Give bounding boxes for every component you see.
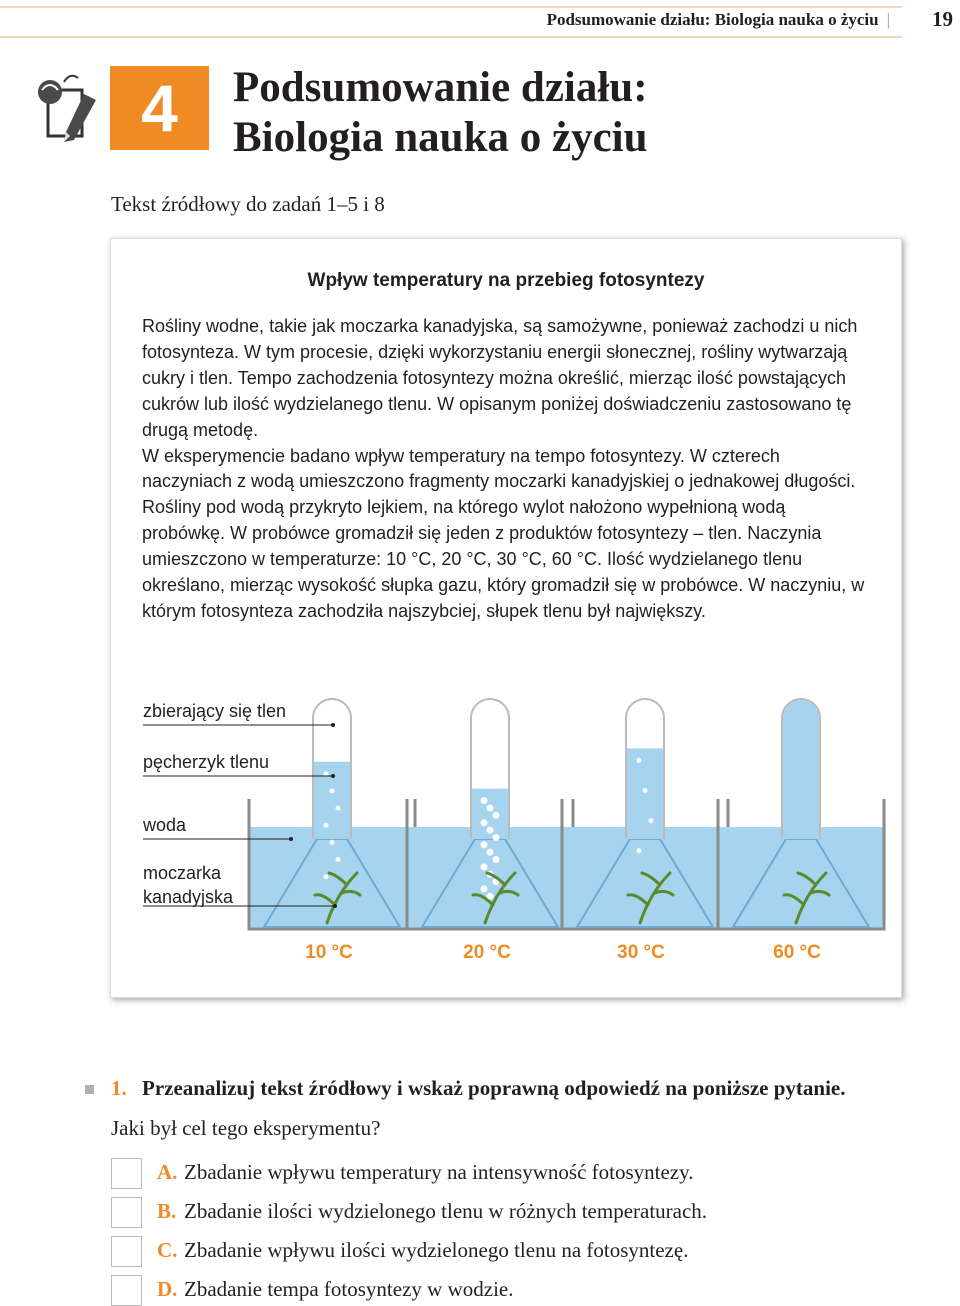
option-a-text: Zbadanie wpływu temperatury na intensywność fotosyntezy. (184, 1160, 694, 1184)
leader-oxygen-dot (331, 723, 335, 727)
bubble-2-5 (487, 827, 494, 834)
source-paragraph-2: W eksperymencie badano wpływ temperatury na tempo fotosyntezy. W czterech naczyniach z wodą umieszczono fragmenty moczarki kanadyjskiej o jednakowej długości. Rośliny pod wodą przykryto lejkiem, na którego wylot nałożono wypełnioną wodą probówkę. W probówce gromadził się jeden z produktów fotosyntezy – tlen. Naczynia umieszczono w temperaturze: 10 °C, 20 °C, 30 °C, 60 °C. Ilość wydzielanego tlenu określano, mierząc wysokość słupka gazu, który gromadził się w probówce. W naczyniu, w którym fotosynteza zachodziła najszybciej, słupek tlenu był największy. (142, 445, 865, 621)
bubble-1-6 (336, 857, 341, 862)
tube-water-1 (314, 762, 350, 839)
bubble-1-4 (324, 823, 329, 828)
option-c-letter: C. (157, 1238, 178, 1262)
option-c-text: Zbadanie wpływu ilości wydzielonego tlenu na fotosyntezę. (184, 1238, 689, 1262)
chapter-title-line2: Biologia nauka o życiu (233, 114, 648, 161)
option-d-letter: D. (157, 1277, 178, 1301)
label-plant-line2: kanadyjska (143, 887, 234, 907)
header-rule-bottom (0, 36, 902, 38)
label-water: woda (143, 815, 187, 835)
bubble-1-5 (330, 840, 335, 845)
bubble-2-10 (481, 863, 488, 870)
source-box (110, 238, 902, 998)
bubble-2-4 (481, 819, 488, 826)
bubble-1-2 (330, 788, 335, 793)
label-oxygen: zbierający się tlen (143, 701, 287, 721)
option-b-text: Zbadanie ilości wydzielonego tlenu w różnych temperaturach. (184, 1199, 708, 1223)
bubble-2-2 (487, 805, 494, 812)
temperature-labels (305, 942, 821, 963)
running-separator: | (886, 10, 890, 29)
bubble-3-2 (643, 788, 648, 793)
temperature-label-4: 60 °C (773, 942, 821, 963)
bubble-1-3 (336, 806, 341, 811)
label-bubble: pęcherzyk tlenu (143, 752, 270, 772)
option-d-text: Zbadanie tempa fotosyntezy w wodzie. (184, 1277, 514, 1301)
pencil-notepad-icon (34, 70, 100, 146)
temperature-label-3: 30 °C (617, 942, 665, 963)
question-text: Przeanalizuj tekst źródłowy i wskaż poprawną odpowiedź na poniższe pytanie. (142, 1076, 846, 1100)
temperature-label-2: 20 °C (463, 942, 511, 963)
option-a-letter: A. (157, 1160, 178, 1184)
bubble-3-3 (649, 818, 654, 823)
running-header (547, 10, 890, 30)
chapter-title (233, 63, 648, 163)
page-number: 19 (932, 7, 953, 31)
temperature-label-1: 10 °C (305, 942, 353, 963)
option-c-checkbox[interactable] (111, 1236, 142, 1267)
bubble-3-1 (637, 758, 642, 763)
question-bullet (85, 1085, 94, 1094)
source-paragraph-1: Rośliny wodne, takie jak moczarka kanadyjska, są samożywne, ponieważ zachodzi u nich fotosynteza. W tym procesie, dzięki wykorzystaniu energii słonecznej, rośliny wytwarzają cukry i tlen. Tempo zachodzenia fotosyntezy można określić, mierząc ilość powstających cukrów lub ilość wydzielanego tlenu. W opisanym poniżej doświadczeniu zastosowano tę drugą metodę. (142, 316, 858, 440)
bubble-2-3 (493, 812, 500, 819)
running-title: Podsumowanie działu: Biologia nauka o życiu (546, 10, 879, 29)
option-b-checkbox[interactable] (111, 1197, 142, 1228)
option-b-letter: B. (157, 1199, 177, 1223)
option-a-checkbox[interactable] (111, 1158, 142, 1189)
label-plant-line1: moczarka (143, 863, 222, 883)
bubble-2-9 (493, 856, 500, 863)
bubble-1-7 (324, 874, 329, 879)
question-number: 1. (111, 1076, 127, 1100)
leader-bubble-dot (331, 774, 335, 778)
bubble-2-7 (481, 841, 488, 848)
header-rule-top (0, 6, 902, 8)
bubble-2-6 (493, 834, 500, 841)
leader-plant-dot (333, 904, 337, 908)
chapter-title-line1: Podsumowanie działu: (233, 64, 648, 111)
bubble-2-1 (481, 797, 488, 804)
bubble-2-8 (487, 849, 494, 856)
bubble-2-13 (481, 885, 488, 892)
tube-water-3 (627, 748, 663, 839)
bubble-3-4 (637, 848, 642, 853)
source-box-title: Wpływ temperatury na przebieg fotosyntezy (307, 270, 705, 291)
leader-water-dot (289, 837, 293, 841)
apparatus-group (249, 699, 884, 929)
experiment-figure (111, 239, 901, 997)
chapter-number: 4 (110, 66, 209, 150)
tube-water-4 (783, 718, 819, 839)
source-caption: Tekst źródłowy do zadań 1–5 i 8 (111, 192, 385, 216)
question-subtext: Jaki był cel tego eksperymentu? (111, 1116, 381, 1140)
option-d-checkbox[interactable] (111, 1275, 142, 1306)
